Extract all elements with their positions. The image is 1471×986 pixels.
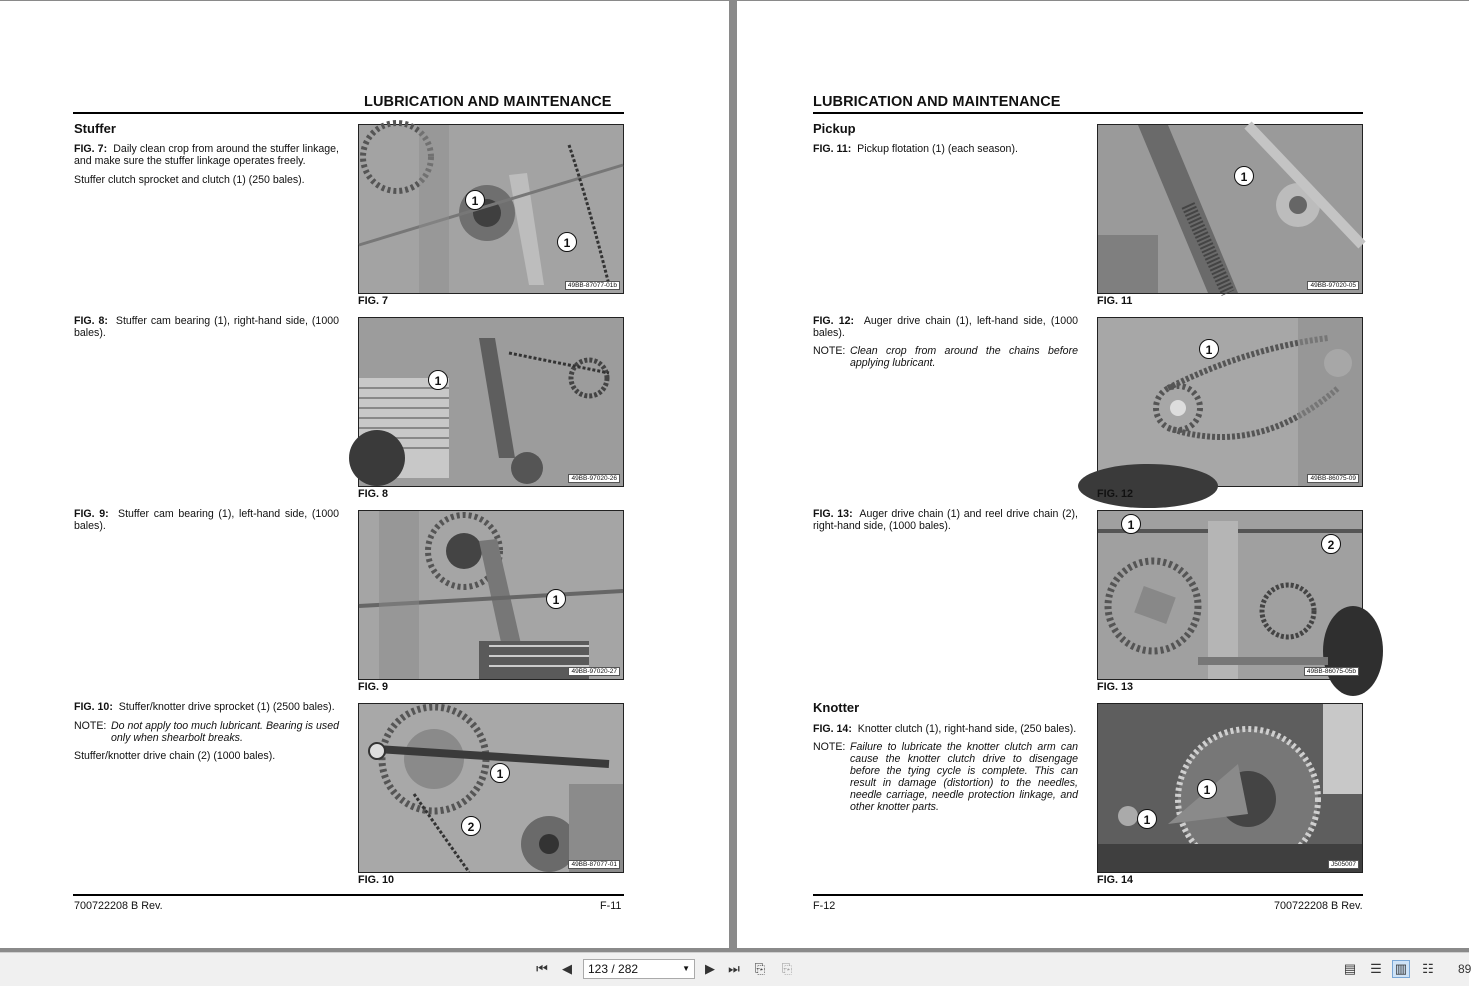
prev-page-icon[interactable]: ◀ [562, 961, 572, 976]
continuous-facing-icon[interactable]: ☷ [1422, 961, 1434, 976]
callout-1: 1 [557, 232, 577, 252]
figure-14-caption: FIG. 14 [1097, 874, 1134, 886]
figure-10-caption: FIG. 10 [358, 874, 395, 886]
fig12-description: FIG. 12: Auger drive chain (1), left-hand side, (1000 bales). [813, 315, 1078, 339]
figure-code: 49BB-86075-05b [1304, 667, 1359, 676]
figure-13-caption: FIG. 13 [1097, 681, 1134, 693]
continuous-icon[interactable]: ☰ [1370, 961, 1382, 976]
figure-code: J505007 [1328, 860, 1359, 869]
figure-12-photo [1097, 317, 1363, 487]
callout-1: 1 [546, 589, 566, 609]
first-page-icon[interactable]: ⏮ [536, 961, 548, 976]
callout-1: 1 [1137, 809, 1157, 829]
viewer-toolbar [0, 952, 1469, 986]
fig9-description: FIG. 9: Stuffer cam bearing (1), left-hand side, (1000 bales). [74, 508, 339, 532]
figure-14-photo [1097, 703, 1363, 873]
fig10-note: NOTE: Do not apply too much lubricant. Bearing is used only when shearbolt breaks. [74, 720, 339, 744]
header-rule [73, 112, 624, 114]
figure-code: 49BB-97020-27 [568, 667, 620, 676]
figure-11-photo [1097, 124, 1363, 294]
figure-code: 49BB-97020-05 [1307, 281, 1359, 290]
footer-part-number: 700722208 B Rev. [74, 900, 163, 912]
facing-icon[interactable]: ▥ [1394, 961, 1408, 976]
figure-8-caption: FIG. 8 [358, 488, 388, 500]
fig11-description: FIG. 11: Pickup flotation (1) (each season). [813, 143, 1018, 155]
callout-1: 1 [465, 190, 485, 210]
footer-page-number: F-12 [813, 900, 836, 912]
forward-view-icon[interactable]: ⎘ [781, 961, 793, 976]
single-page-icon[interactable]: ▤ [1343, 961, 1357, 976]
page-dropdown-icon[interactable]: ▼ [682, 964, 690, 973]
header-rule [813, 112, 1363, 114]
page-number-value: 123 / 282 [588, 962, 639, 976]
figure-code: 49BB-87077-01 [568, 860, 620, 869]
callout-1: 1 [490, 763, 510, 783]
figure-12-caption: FIG. 12 [1097, 488, 1134, 500]
figure-9-photo [358, 510, 624, 680]
page-header-title: LUBRICATION AND MAINTENANCE [813, 94, 1061, 110]
figure-10-photo [358, 703, 624, 873]
page-header-title: LUBRICATION AND MAINTENANCE [364, 94, 612, 110]
callout-1: 1 [1121, 514, 1141, 534]
callout-2: 2 [1321, 534, 1341, 554]
fig14-note: NOTE: Failure to lubricate the knotter clutch arm can cause the knotter clutch drive to disengage before the tying cycle is complete. This can result in damage (distortion) to the needles, needle carriage, needle protection linkage, and other knotter parts. [813, 741, 1078, 813]
callout-1: 1 [1197, 779, 1217, 799]
figure-9-caption: FIG. 9 [358, 681, 388, 693]
figure-7-caption: FIG. 7 [358, 295, 388, 307]
footer-rule [813, 894, 1363, 896]
fig14-description: FIG. 14: Knotter clutch (1), right-hand side, (250 bales). [813, 723, 1077, 735]
zoom-level[interactable]: 89 [1458, 962, 1471, 976]
section-title-stuffer: Stuffer [74, 121, 116, 136]
footer-part-number: 700722208 B Rev. [1274, 900, 1363, 912]
fig7-description: FIG. 7: Daily clean crop from around the stuffer linkage, and make sure the stuffer linkage operates freely. [74, 143, 339, 167]
fig10-description: FIG. 10: Stuffer/knotter drive sprocket (1) (2500 bales). [74, 701, 335, 713]
figure-8-photo [358, 317, 624, 487]
figure-code: 49BB-87077-01b [565, 281, 620, 290]
callout-1: 1 [428, 370, 448, 390]
fig7-description-2: Stuffer clutch sprocket and clutch (1) (250 bales). [74, 174, 305, 186]
section-title-knotter: Knotter [813, 700, 860, 715]
callout-1: 1 [1234, 166, 1254, 186]
footer-page-number: F-11 [600, 900, 622, 912]
fig13-description: FIG. 13: Auger drive chain (1) and reel drive chain (2), right-hand side, (1000 bales). [813, 508, 1078, 532]
left-page [0, 1, 729, 948]
last-page-icon[interactable]: ⏭ [728, 961, 740, 976]
back-view-icon[interactable]: ⎘ [754, 961, 766, 976]
figure-7-photo [358, 124, 624, 294]
fig10-description-2: Stuffer/knotter drive chain (2) (1000 bales). [74, 750, 276, 762]
figure-13-photo [1097, 510, 1363, 680]
fig8-description: FIG. 8: Stuffer cam bearing (1), right-hand side, (1000 bales). [74, 315, 339, 339]
section-title-pickup: Pickup [813, 121, 856, 136]
figure-code: 49BB-97020-26 [568, 474, 620, 483]
footer-rule [73, 894, 624, 896]
figure-code: 49BB-86075-09 [1307, 474, 1359, 483]
next-page-icon[interactable]: ▶ [705, 961, 715, 976]
right-page [737, 1, 1469, 948]
callout-2: 2 [461, 816, 481, 836]
callout-1: 1 [1199, 339, 1219, 359]
page-number-input[interactable] [583, 959, 695, 979]
figure-11-caption: FIG. 11 [1097, 295, 1133, 307]
fig12-note: NOTE: Clean crop from around the chains before applying lubricant. [813, 345, 1078, 369]
